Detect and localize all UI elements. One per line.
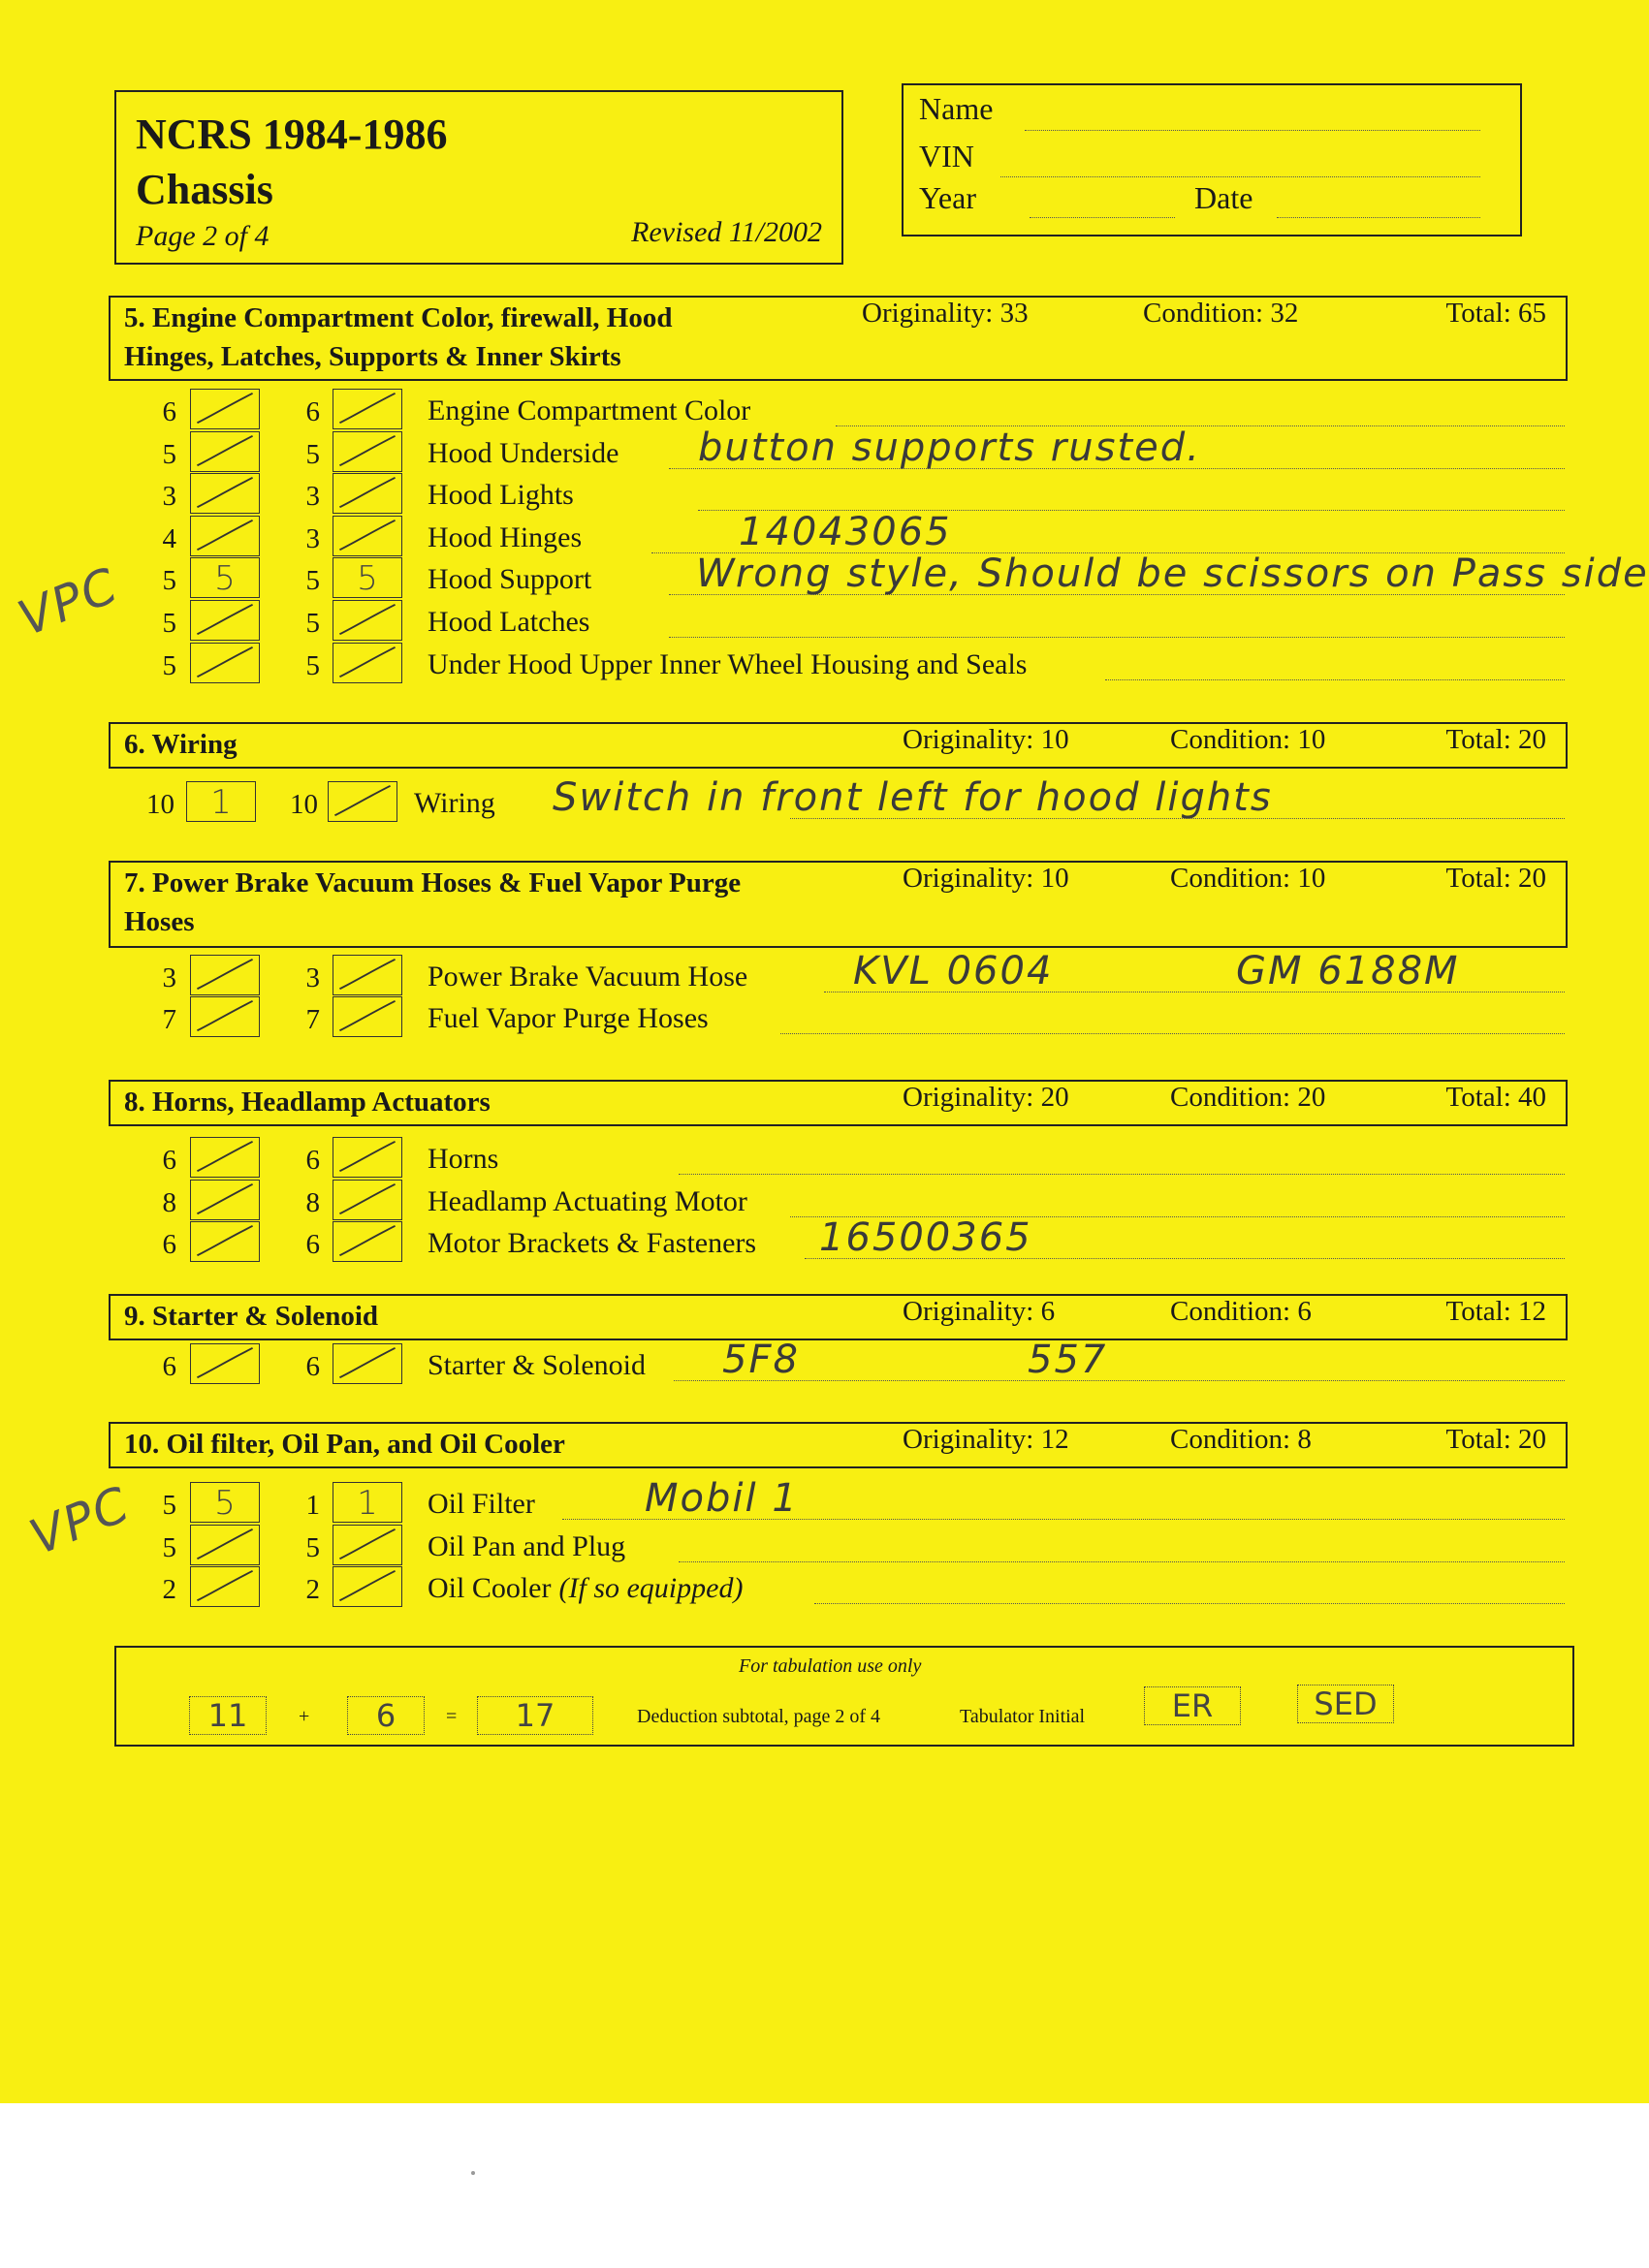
- originality-points: Originality: 20: [903, 1082, 1069, 1113]
- check-mark-icon: [333, 1181, 401, 1219]
- condition-max: 5: [305, 649, 320, 681]
- originality-deduction-box[interactable]: [190, 1137, 260, 1178]
- check-mark-icon: [333, 1344, 401, 1383]
- item-label: [428, 1002, 709, 1035]
- section-title: 5. Engine Compartment Color, firewall, Hood: [124, 302, 673, 333]
- margin-initials: VPC: [10, 556, 127, 647]
- item-label: [428, 1488, 535, 1521]
- check-mark-icon: [191, 517, 259, 555]
- item-label-text: Headlamp Actuating Motor: [428, 1184, 747, 1217]
- item-label-text: Engine Compartment Color: [428, 394, 751, 426]
- condition-deduction-box[interactable]: [333, 516, 402, 556]
- total-points: Total: 65: [1445, 298, 1546, 329]
- condition-deduction-box[interactable]: [333, 557, 402, 598]
- item-label: [428, 1185, 747, 1218]
- condition-max: 5: [305, 1531, 320, 1563]
- condition-max: 5: [305, 438, 320, 470]
- revision-date: Revised 11/2002: [631, 216, 822, 248]
- originality-deduction-box[interactable]: [190, 1525, 260, 1565]
- handwritten-note: Mobil 1: [645, 1476, 799, 1521]
- stray-mark: [471, 2171, 475, 2175]
- condition-max: 7: [305, 1004, 320, 1035]
- handwritten-deduction: 1: [210, 783, 232, 822]
- originality-deduction-box[interactable]: [190, 473, 260, 514]
- condition-max: 3: [305, 481, 320, 513]
- condition-points: Condition: 6: [1170, 1296, 1312, 1327]
- item-label: [428, 437, 618, 470]
- note-line[interactable]: [814, 1603, 1565, 1604]
- originality-max: 3: [162, 481, 176, 513]
- originality-deduction-box[interactable]: [190, 996, 260, 1037]
- check-mark-icon: [333, 517, 401, 555]
- handwritten-note: 557: [1028, 1338, 1108, 1382]
- originality-max: 5: [162, 438, 176, 470]
- form-subtitle: Chassis: [136, 166, 273, 213]
- note-line[interactable]: [780, 1033, 1565, 1034]
- condition-points: Condition: 10: [1170, 863, 1326, 894]
- originality-deduction-box[interactable]: [190, 557, 260, 598]
- date-field[interactable]: [1277, 217, 1480, 218]
- handwritten-note: button supports rusted.: [698, 425, 1201, 470]
- condition-deduction-box[interactable]: [333, 1482, 402, 1523]
- vin-label: VIN: [919, 139, 974, 173]
- originality-deduction-box[interactable]: [190, 1482, 260, 1523]
- item-label-text: Motor Brackets & Fasteners: [428, 1227, 757, 1259]
- condition-deduction-box[interactable]: [328, 781, 397, 822]
- tab-value-b[interactable]: 6: [347, 1696, 425, 1735]
- originality-points: Originality: 33: [862, 298, 1029, 329]
- originality-deduction-box[interactable]: [190, 516, 260, 556]
- condition-deduction-box[interactable]: [333, 389, 402, 429]
- tab-value-a[interactable]: 11: [189, 1696, 267, 1735]
- originality-deduction-box[interactable]: [190, 643, 260, 683]
- check-mark-icon: [191, 1526, 259, 1564]
- handwritten-deduction: 5: [357, 559, 378, 599]
- item-label-text: Starter & Solenoid: [428, 1349, 646, 1381]
- handwritten-note: 5F8: [722, 1338, 800, 1382]
- item-label: [428, 648, 1027, 681]
- originality-deduction-box[interactable]: [186, 781, 256, 822]
- section-header-6: [109, 722, 1568, 769]
- item-label-text: Horns: [428, 1143, 499, 1175]
- item-label-text: Hood Lights: [428, 479, 574, 512]
- tab-value-sum[interactable]: 17: [477, 1696, 593, 1735]
- item-label-text: Power Brake Vacuum Hose: [428, 961, 748, 992]
- vin-field[interactable]: [1000, 176, 1480, 177]
- item-label-text: Hood Support: [428, 563, 592, 596]
- check-mark-icon: [329, 782, 396, 821]
- total-points: Total: 12: [1445, 1296, 1546, 1327]
- note-line[interactable]: [679, 1561, 1565, 1562]
- condition-deduction-box[interactable]: [333, 996, 402, 1037]
- note-line[interactable]: [1105, 679, 1565, 680]
- page-number: Page 2 of 4: [136, 220, 270, 252]
- originality-max: 4: [162, 522, 176, 554]
- condition-points: Condition: 20: [1170, 1082, 1326, 1113]
- section-title: 9. Starter & Solenoid: [124, 1301, 379, 1332]
- check-mark-icon: [191, 432, 259, 471]
- handwritten-deduction: 1: [357, 1484, 378, 1523]
- tabulation-heading: For tabulation use only: [739, 1655, 922, 1677]
- originality-max: 7: [162, 1004, 176, 1035]
- section-title: 6. Wiring: [124, 729, 238, 760]
- check-mark-icon: [191, 474, 259, 513]
- condition-max: 10: [290, 789, 318, 820]
- item-label: [428, 1530, 625, 1563]
- check-mark-icon: [191, 1567, 259, 1606]
- handwritten-note: 16500365: [819, 1215, 1032, 1260]
- note-line[interactable]: [669, 637, 1565, 638]
- originality-max: 6: [162, 1229, 176, 1260]
- condition-max: 6: [305, 1229, 320, 1260]
- check-mark-icon: [191, 601, 259, 640]
- plus-sign: +: [299, 1706, 310, 1727]
- originality-max: 6: [162, 1351, 176, 1382]
- section-header-9: [109, 1294, 1568, 1340]
- item-label-text: Hood Latches: [428, 606, 590, 638]
- tabulator-initial-1[interactable]: ER: [1144, 1686, 1241, 1725]
- owner-info-box: [902, 83, 1522, 236]
- item-label-text: Fuel Vapor Purge Hoses: [428, 1002, 709, 1034]
- condition-deduction-box[interactable]: [333, 600, 402, 641]
- condition-deduction-box[interactable]: [333, 1221, 402, 1262]
- originality-deduction-box[interactable]: [190, 1180, 260, 1220]
- tabulator-initial-2[interactable]: SED: [1297, 1685, 1394, 1723]
- section-header-10: [109, 1422, 1568, 1468]
- condition-deduction-box[interactable]: [333, 1137, 402, 1178]
- handwritten-deduction: 5: [214, 1484, 236, 1523]
- condition-max: 5: [305, 565, 320, 597]
- condition-deduction-box[interactable]: [333, 431, 402, 472]
- check-mark-icon: [333, 1526, 401, 1564]
- item-label: [428, 563, 591, 596]
- section-title-line2: Hoses: [124, 906, 195, 937]
- condition-points: Condition: 10: [1170, 724, 1326, 755]
- item-label: [428, 1349, 646, 1382]
- item-label-text: Wiring: [414, 787, 495, 819]
- originality-deduction-box[interactable]: [190, 431, 260, 472]
- item-label: [428, 1227, 756, 1260]
- section-header-8: [109, 1080, 1568, 1126]
- condition-deduction-box[interactable]: [333, 1180, 402, 1220]
- originality-deduction-box[interactable]: [190, 1221, 260, 1262]
- section-title: 10. Oil filter, Oil Pan, and Oil Cooler: [124, 1429, 565, 1460]
- item-label: [428, 1143, 498, 1176]
- note-line[interactable]: [674, 1380, 1565, 1381]
- name-label: Name: [919, 91, 994, 126]
- item-label: [428, 394, 750, 427]
- condition-points: Condition: 8: [1170, 1424, 1312, 1455]
- originality-points: Originality: 6: [903, 1296, 1056, 1327]
- condition-max: 8: [305, 1186, 320, 1218]
- handwritten-note: KVL 0604: [853, 949, 1054, 993]
- condition-max: 6: [305, 396, 320, 427]
- check-mark-icon: [191, 997, 259, 1036]
- tabulator-initial-label: Tabulator Initial: [960, 1706, 1086, 1727]
- section-title: 8. Horns, Headlamp Actuators: [124, 1087, 491, 1118]
- condition-max: 3: [305, 962, 320, 993]
- handwritten-note: Switch in front left for hood lights: [553, 775, 1273, 820]
- condition-deduction-box[interactable]: [333, 1525, 402, 1565]
- item-label-text: Hood Underside: [428, 436, 619, 469]
- section-title-line2: Hinges, Latches, Supports & Inner Skirts: [124, 341, 621, 372]
- originality-deduction-box[interactable]: [190, 1566, 260, 1607]
- item-label: [428, 961, 747, 993]
- check-mark-icon: [333, 956, 401, 994]
- equals-sign: =: [446, 1706, 458, 1727]
- check-mark-icon: [333, 601, 401, 640]
- originality-max: 10: [146, 789, 174, 820]
- originality-deduction-box[interactable]: [190, 955, 260, 995]
- originality-max: 8: [162, 1186, 176, 1218]
- originality-max: 5: [162, 1531, 176, 1563]
- check-mark-icon: [191, 1138, 259, 1177]
- item-label-text: Oil Pan and Plug: [428, 1529, 626, 1562]
- originality-points: Originality: 12: [903, 1424, 1069, 1455]
- originality-points: Originality: 10: [903, 724, 1069, 755]
- handwritten-note: GM 6188M: [1236, 949, 1460, 993]
- total-points: Total: 40: [1445, 1082, 1546, 1113]
- originality-deduction-box[interactable]: [190, 1343, 260, 1384]
- check-mark-icon: [333, 1567, 401, 1606]
- check-mark-icon: [333, 390, 401, 428]
- item-label: [428, 521, 582, 554]
- originality-deduction-box[interactable]: [190, 600, 260, 641]
- check-mark-icon: [333, 1222, 401, 1261]
- condition-max: 6: [305, 1351, 320, 1382]
- check-mark-icon: [333, 1138, 401, 1177]
- originality-max: 5: [162, 1490, 176, 1521]
- item-label: [428, 479, 574, 512]
- condition-max: 2: [305, 1574, 320, 1605]
- condition-max: 1: [305, 1490, 320, 1521]
- originality-points: Originality: 10: [903, 863, 1069, 894]
- item-label: [428, 606, 589, 639]
- check-mark-icon: [333, 997, 401, 1036]
- originality-max: 5: [162, 649, 176, 681]
- handwritten-deduction: 5: [214, 559, 236, 599]
- check-mark-icon: [333, 644, 401, 682]
- item-label-text: Hood Hinges: [428, 520, 583, 553]
- condition-max: 6: [305, 1145, 320, 1176]
- deduction-subtotal-label: Deduction subtotal, page 2 of 4: [637, 1706, 881, 1727]
- section-header-5: [109, 296, 1568, 381]
- note-line[interactable]: [679, 1174, 1565, 1175]
- total-points: Total: 20: [1445, 863, 1546, 894]
- check-mark-icon: [191, 956, 259, 994]
- condition-deduction-box[interactable]: [333, 643, 402, 683]
- item-label-text: Under Hood Upper Inner Wheel Housing and Seals: [428, 647, 1028, 680]
- handwritten-note: 14043065: [739, 509, 952, 554]
- originality-max: 6: [162, 396, 176, 427]
- form-title: NCRS 1984-1986: [136, 110, 448, 158]
- form-title-box: [114, 90, 843, 265]
- check-mark-icon: [191, 644, 259, 682]
- originality-max: 2: [162, 1574, 176, 1605]
- handwritten-note: Wrong style, Should be scissors on Pass side: [696, 551, 1649, 597]
- item-label: [414, 787, 495, 820]
- check-mark-icon: [191, 1344, 259, 1383]
- condition-max: 5: [305, 608, 320, 639]
- total-points: Total: 20: [1445, 1424, 1546, 1455]
- check-mark-icon: [333, 474, 401, 513]
- check-mark-icon: [333, 432, 401, 471]
- section-title: 7. Power Brake Vacuum Hoses & Fuel Vapor Purge: [124, 867, 742, 898]
- condition-deduction-box[interactable]: [333, 955, 402, 995]
- year-field[interactable]: [1030, 217, 1175, 218]
- name-field[interactable]: [1025, 130, 1480, 131]
- item-label-text: Oil Cooler: [428, 1572, 552, 1604]
- originality-max: 5: [162, 565, 176, 597]
- check-mark-icon: [191, 1222, 259, 1261]
- condition-deduction-box[interactable]: [333, 1566, 402, 1607]
- margin-initials: VPC: [21, 1475, 139, 1566]
- check-mark-icon: [191, 1181, 259, 1219]
- date-label: Date: [1194, 180, 1253, 215]
- check-mark-icon: [191, 390, 259, 428]
- section-header-7: [109, 861, 1568, 948]
- item-label-note: (If so equipped): [558, 1572, 744, 1604]
- tabulation-box: [114, 1646, 1574, 1747]
- condition-max: 3: [305, 522, 320, 554]
- condition-deduction-box[interactable]: [333, 473, 402, 514]
- condition-deduction-box[interactable]: [333, 1343, 402, 1384]
- year-label: Year: [919, 180, 976, 215]
- originality-max: 3: [162, 962, 176, 993]
- item-label: [428, 1572, 743, 1605]
- total-points: Total: 20: [1445, 724, 1546, 755]
- condition-points: Condition: 32: [1143, 298, 1299, 329]
- originality-deduction-box[interactable]: [190, 389, 260, 429]
- originality-max: 6: [162, 1145, 176, 1176]
- item-label-text: Oil Filter: [428, 1488, 535, 1520]
- originality-max: 5: [162, 608, 176, 639]
